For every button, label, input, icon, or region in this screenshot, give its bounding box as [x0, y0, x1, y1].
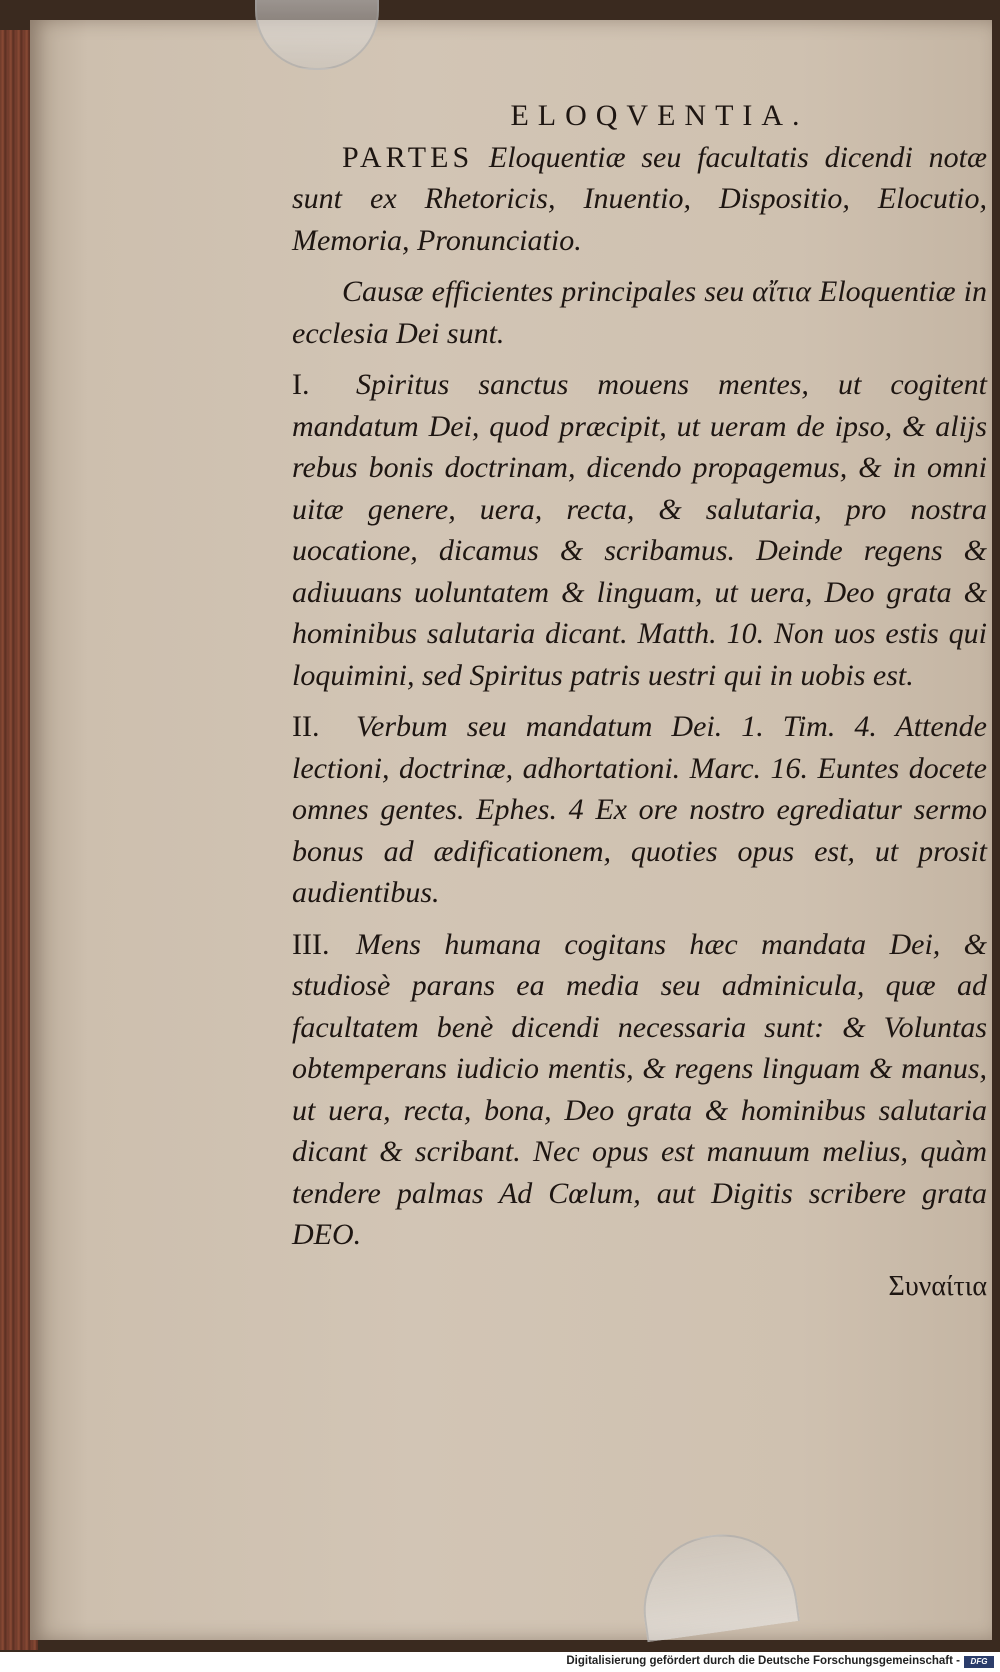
item-number: III.: [292, 927, 330, 961]
item-number: II.: [292, 710, 320, 743]
item-text: Mens humana cogitans hæc mandata Dei, & studiosè parans ea media seu adminicula, quæ ad facultatem benè dicendi necessaria sunt: & Voluntas obtemperans iudicio mentis, & regens linguam & manus, ut uera, recta, bona, Deo grata & hominibus salutaria dicant & scribant. Nec opus est manuum melius, quàm tendere palmas Ad Cœlum, aut Digitis scribere grata DEO.: [292, 927, 987, 1251]
page-text-block: [292, 95, 987, 1307]
running-head: ELOQVENTIA.: [510, 99, 809, 132]
paragraph-text: Causæ efficientes principales seu αἴτια Eloquentiæ in ecclesia Dei sunt.: [292, 275, 987, 350]
paragraph-text: Eloquentiæ seu facultatis dicendi notæ sunt ex Rhetoricis, Inuentio, Dispositio, Elocutio, Memoria, Pronunciatio.: [292, 140, 987, 257]
item-text: Spiritus sanctus mouens mentes, ut cogitent mandatum Dei, quod præcipit, ut ueram de ipso, & alijs rebus bonis doctrinam, dicendo propagemus, & in omni uitæ genere, uera, recta, & salutaria, pro nostra uocatione, dicamus & scribamus. Deinde regens & adiuuans uoluntatem & linguam, ut uera, Deo grata & hominibus salutaria dicant. Matth. 10. Non uos estis qui loquimini, sed Spiritus patris uestri qui in uobis est.: [292, 368, 987, 692]
item-number: I.: [292, 368, 310, 401]
digitization-footer: [0, 1652, 1000, 1672]
footer-credit-text: Digitalisierung gefördert durch die Deutsche Forschungsgemeinschaft -: [566, 1655, 960, 1667]
item-text: Verbum seu mandatum Dei. 1. Tim. 4. Attende lectioni, doctrinæ, adhortationi. Marc. 16. Euntes docete omnes gentes. Ephes. 4 Ex ore nostro egrediatur sermo bonus ad ædificationem, quoties opus est, ut prosit audientibus.: [292, 710, 987, 909]
catchword: Συναίτια: [888, 1270, 987, 1302]
numbered-item-1: [292, 364, 987, 696]
paragraph-lead-word: PARTES: [342, 140, 474, 174]
dfg-logo: DFG: [964, 1656, 994, 1668]
paragraph-partes: [292, 137, 987, 262]
numbered-item-3: [292, 924, 987, 1256]
paragraph-causae: [292, 271, 987, 354]
numbered-item-2: [292, 706, 987, 914]
